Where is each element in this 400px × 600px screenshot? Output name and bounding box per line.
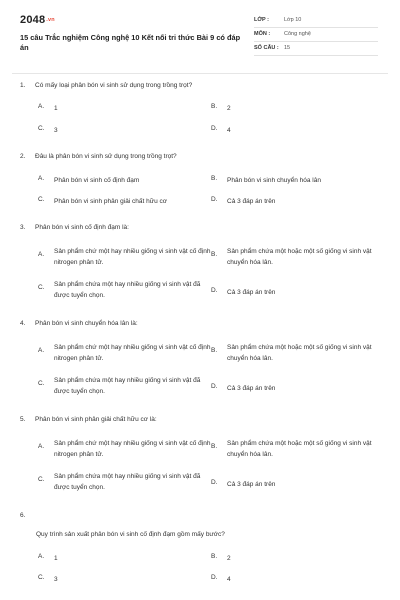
option-letter: A. <box>38 443 45 450</box>
option-text: 1 <box>54 105 58 112</box>
question-text: Phân bón vi sinh cố định đạm là: <box>35 224 129 231</box>
question-number: 1. <box>20 82 26 89</box>
option-text: 3 <box>54 127 58 134</box>
option-letter: A. <box>38 347 45 354</box>
option-letter: A. <box>38 175 45 182</box>
info-label: MÔN : <box>254 31 271 37</box>
option-text: Cả 3 đáp án trên <box>227 481 276 488</box>
info-value: 15 <box>284 45 291 51</box>
option-text: Sản phẩm chứ một hay nhiều giống vi sinh vật cố định nitrogen phân tử. <box>54 440 211 458</box>
option-text: Sản phẩm chứa một hay nhiều giống vi sinh vật đã được tuyển chọn. <box>54 281 201 299</box>
option-letter: D. <box>211 287 218 294</box>
option-text: 2 <box>227 105 231 112</box>
option-text: Sản phẩm chứa một hay nhiều giống vi sinh vật đã được tuyển chọn. <box>54 473 201 491</box>
option-letter: D. <box>211 125 218 132</box>
logo-main: 2048 <box>20 14 46 26</box>
option-letter: B. <box>211 443 218 450</box>
question-text: Phân bón vi sinh phân giải chất hữu cơ là: <box>35 416 157 423</box>
question-text: Phân bón vi sinh chuyển hóa lân là: <box>35 320 138 327</box>
option-letter: B. <box>211 251 218 258</box>
option-letter: C. <box>38 125 45 132</box>
logo-suffix: .vn <box>46 17 55 23</box>
option-text: 4 <box>227 576 231 583</box>
option-text: Sản phẩm chứ một hay nhiều giống vi sinh vật cố định nitrogen phân tử. <box>54 248 211 266</box>
question-number: 5. <box>20 416 26 423</box>
option-letter: B. <box>211 175 218 182</box>
option-text: Cả 3 đáp án trên <box>227 385 276 392</box>
info-label: SỐ CÂU : <box>254 45 279 51</box>
option-letter: C. <box>38 380 45 387</box>
option-letter: A. <box>38 103 45 110</box>
option-text: Cả 3 đáp án trên <box>227 289 276 296</box>
option-text: Sản phẩm chứa một hoặc một số giống vi sinh vật chuyển hóa lân. <box>227 248 372 266</box>
question-text: Đâu là phân bón vi sinh sử dụng trong trồng trọt? <box>35 153 177 160</box>
option-text: Sản phẩm chứa một hoặc một số giống vi sinh vật chuyển hóa lân. <box>227 344 372 362</box>
question-number: 6. <box>20 512 26 519</box>
info-row-subject <box>254 29 378 42</box>
option-text: Phân bón vi sinh chuyển hóa lân <box>227 177 321 184</box>
info-row-count <box>254 43 378 56</box>
question-text: Có mấy loại phân bón vi sinh sử dụng trong trồng trọt? <box>35 82 193 89</box>
option-letter: B. <box>211 103 218 110</box>
option-letter: D. <box>211 479 218 486</box>
info-label: LỚP : <box>254 17 269 23</box>
question-text: Quy trình sản xuất phân bón vi sinh cố định đạm gồm mấy bước? <box>36 531 225 538</box>
option-letter: D. <box>211 383 218 390</box>
question-number: 2. <box>20 153 26 160</box>
info-value: Lớp 10 <box>284 17 302 23</box>
option-text: Phân bón vi sinh cố định đạm <box>54 177 140 184</box>
page-title: 15 câu Trắc nghiệm Công nghệ 10 Kết nối tri thức Bài 9 có đáp án <box>20 33 241 52</box>
option-letter: B. <box>211 553 218 560</box>
option-letter: C. <box>38 284 45 291</box>
site-logo[interactable] <box>20 14 55 26</box>
option-letter: C. <box>38 574 45 581</box>
info-value: Công nghệ <box>284 31 311 37</box>
option-text: Sản phẩm chứa một hoặc một số giống vi sinh vật chuyển hóa lân. <box>227 440 372 458</box>
info-row-class <box>254 15 378 28</box>
option-letter: A. <box>38 251 45 258</box>
option-text: Cả 3 đáp án trên <box>227 198 276 205</box>
option-letter: C. <box>38 196 45 203</box>
option-letter: D. <box>211 574 218 581</box>
option-letter: B. <box>211 347 218 354</box>
option-text: 4 <box>227 127 231 134</box>
question-number: 3. <box>20 224 26 231</box>
option-letter: C. <box>38 476 45 483</box>
option-text: 3 <box>54 576 58 583</box>
option-text: 1 <box>54 555 58 562</box>
header-divider <box>12 73 388 74</box>
option-text: 2 <box>227 555 231 562</box>
option-letter: A. <box>38 553 45 560</box>
question-number: 4. <box>20 320 26 327</box>
option-letter: D. <box>211 196 218 203</box>
page-header <box>0 0 400 70</box>
option-text: Sản phẩm chứa một hay nhiều giống vi sinh vật đã được tuyển chọn. <box>54 377 201 395</box>
option-text: Sản phẩm chứ một hay nhiều giống vi sinh vật cố định nitrogen phân tử. <box>54 344 211 362</box>
option-text: Phân bón vi sinh phân giải chất hữu cơ <box>54 198 168 205</box>
